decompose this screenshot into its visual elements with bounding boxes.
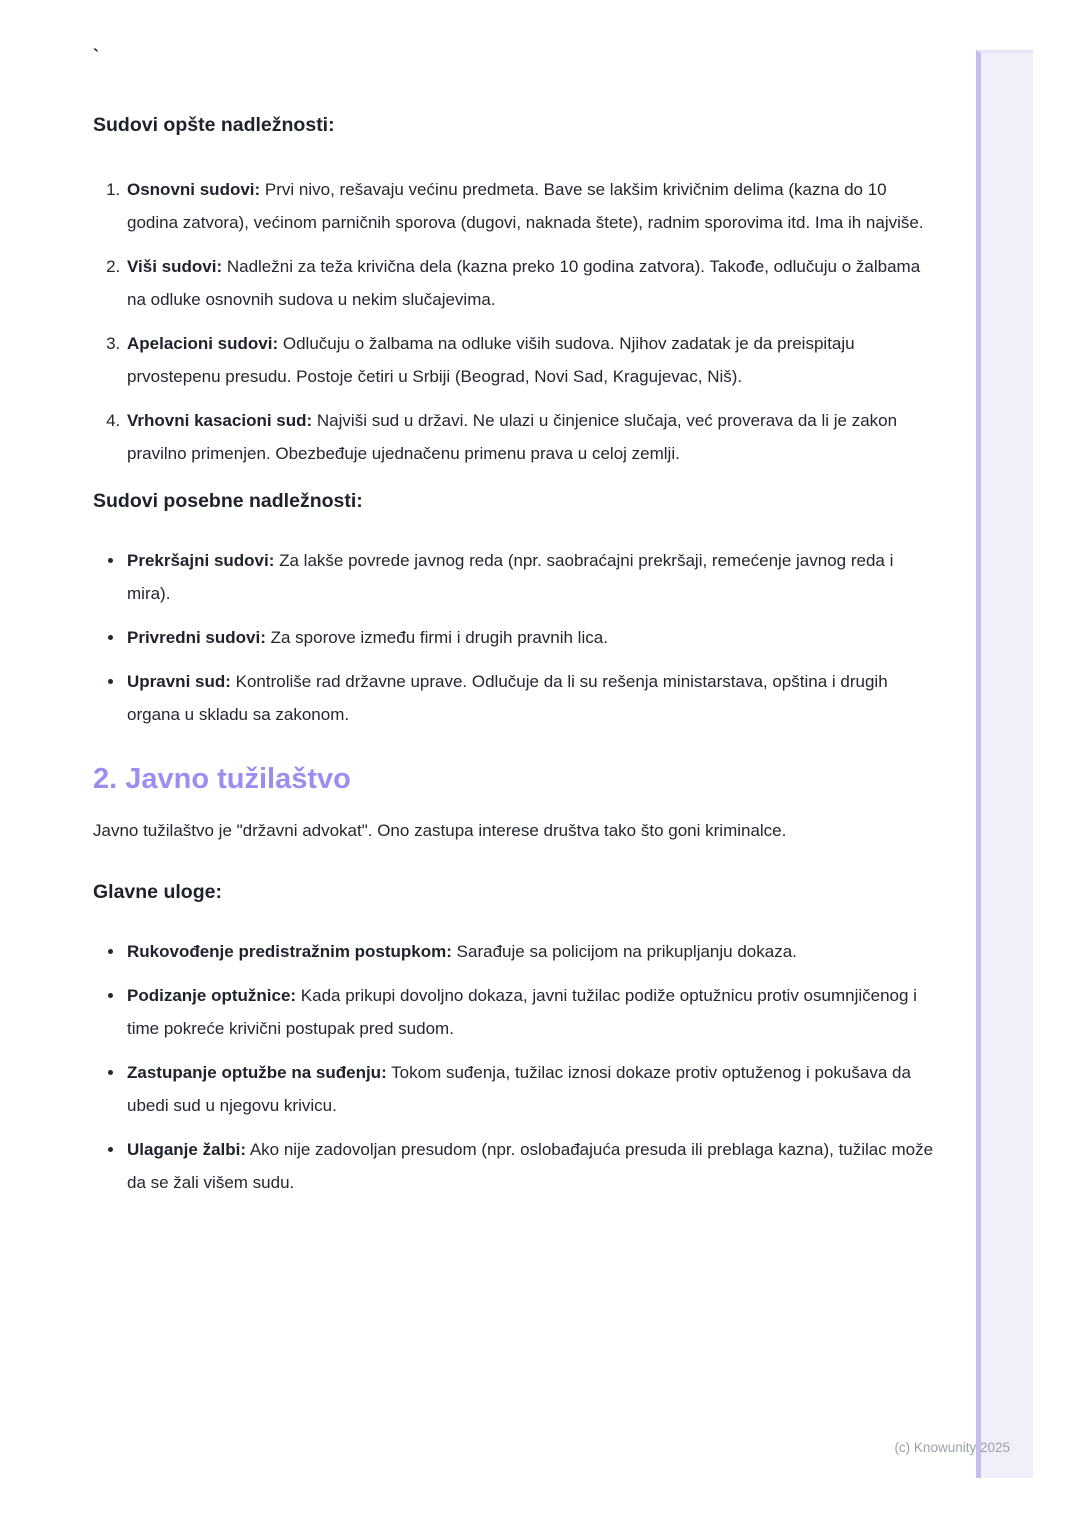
item-lead: Upravni sud:: [127, 672, 231, 691]
special-courts-list: [93, 544, 934, 731]
item-lead: Privredni sudovi:: [127, 628, 266, 647]
roles-list: [93, 935, 934, 1199]
item-text: Kontroliše rad državne uprave. Odlučuje da li su rešenja ministarstava, opština i drugih organa u skladu sa zakonom.: [127, 672, 888, 724]
list-item-osnovni-sudovi: [125, 173, 934, 239]
general-courts-list: [93, 173, 934, 470]
list-item-prekrsajni-sudovi: [125, 544, 934, 610]
item-text: Sarađuje sa policijom na prikupljanju dokaza.: [456, 942, 797, 961]
list-item-vrhovni-kasacioni-sud: [125, 404, 934, 470]
item-lead: Vrhovni kasacioni sud:: [127, 411, 313, 430]
item-lead: Podizanje optužnice:: [127, 986, 297, 1005]
list-item-ulaganje-zalbi: [125, 1133, 934, 1199]
heading-glavne-uloge: Glavne uloge:: [93, 881, 222, 903]
heading-javno-tuzilastvo: 2. Javno tužilaštvo: [93, 763, 351, 795]
list-item-apelacioni-sudovi: [125, 327, 934, 393]
item-lead: Prekršajni sudovi:: [127, 551, 275, 570]
item-text: Kada prikupi dovoljno dokaza, javni tužilac podiže optužnicu protiv osumnjičenog i time pokreće krivični postupak pred sudom.: [127, 986, 917, 1038]
list-item-visi-sudovi: [125, 250, 934, 316]
item-lead: Zastupanje optužbe na suđenju:: [127, 1063, 387, 1082]
item-text: Najviši sud u državi. Ne ulazi u činjenice slučaja, već proverava da li je zakon pravilno primenjen. Obezbeđuje ujednačenu primenu prava u celoj zemlji.: [127, 411, 898, 463]
right-accent-bar: [976, 50, 1033, 1478]
list-item-privredni-sudovi: [125, 621, 934, 654]
list-item-rukovodjenje: [125, 935, 934, 968]
item-text: Ako nije zadovoljan presudom (npr. oslobađajuća presuda ili preblaga kazna), tužilac može da se žali višem sudu.: [127, 1140, 934, 1192]
item-text: Tokom suđenja, tužilac iznosi dokaze protiv optuženog i pokušava da ubedi sud u njegovu krivicu.: [127, 1063, 911, 1115]
item-lead: Apelacioni sudovi:: [127, 334, 279, 353]
heading-general-courts: Sudovi opšte nadležnosti:: [93, 114, 335, 136]
item-text: Odlučuju o žalbama na odluke viših sudova. Njihov zadatak je da preispitaju prvostepenu presudu. Postoje četiri u Srbiji (Beograd, Novi Sad, Kragujevac, Niš).: [127, 334, 855, 386]
list-item-zastupanje-optuzbe: [125, 1056, 934, 1122]
item-text: Za lakše povrede javnog reda (npr. saobraćajni prekršaji, remećenje javnog reda i mira).: [127, 551, 894, 603]
list-item-upravni-sud: [125, 665, 934, 731]
document-content: [93, 0, 934, 1199]
item-text: Za sporove između firmi i drugih pravnih lica.: [270, 628, 608, 647]
item-lead: Ulaganje žalbi:: [127, 1140, 247, 1159]
item-text: Prvi nivo, rešavaju većinu predmeta. Bave se lakšim krivičnim delima (kazna do 10 godina zatvora), većinom parničnih sporova (dugovi, naknada štete), radnim sporovima itd. Ima ih najviše.: [127, 180, 924, 232]
item-lead: Osnovni sudovi:: [127, 180, 261, 199]
copyright-footer: (c) Knowunity 2025: [894, 1440, 1010, 1455]
item-text: Nadležni za teža krivična dela (kazna preko 10 godina zatvora). Takođe, odlučuju o žalbama na odluke osnovnih sudova u nekim slučajevima.: [127, 257, 921, 309]
heading-special-courts: Sudovi posebne nadležnosti:: [93, 490, 363, 512]
section2-intro-paragraph: Javno tužilaštvo je "državni advokat". Ono zastupa interese društva tako što goni kriminalce.: [93, 821, 787, 840]
list-item-podizanje-optuznice: [125, 979, 934, 1045]
item-lead: Viši sudovi:: [127, 257, 223, 276]
item-lead: Rukovođenje predistražnim postupkom:: [127, 942, 452, 961]
stray-backtick-mark: `: [93, 46, 99, 66]
